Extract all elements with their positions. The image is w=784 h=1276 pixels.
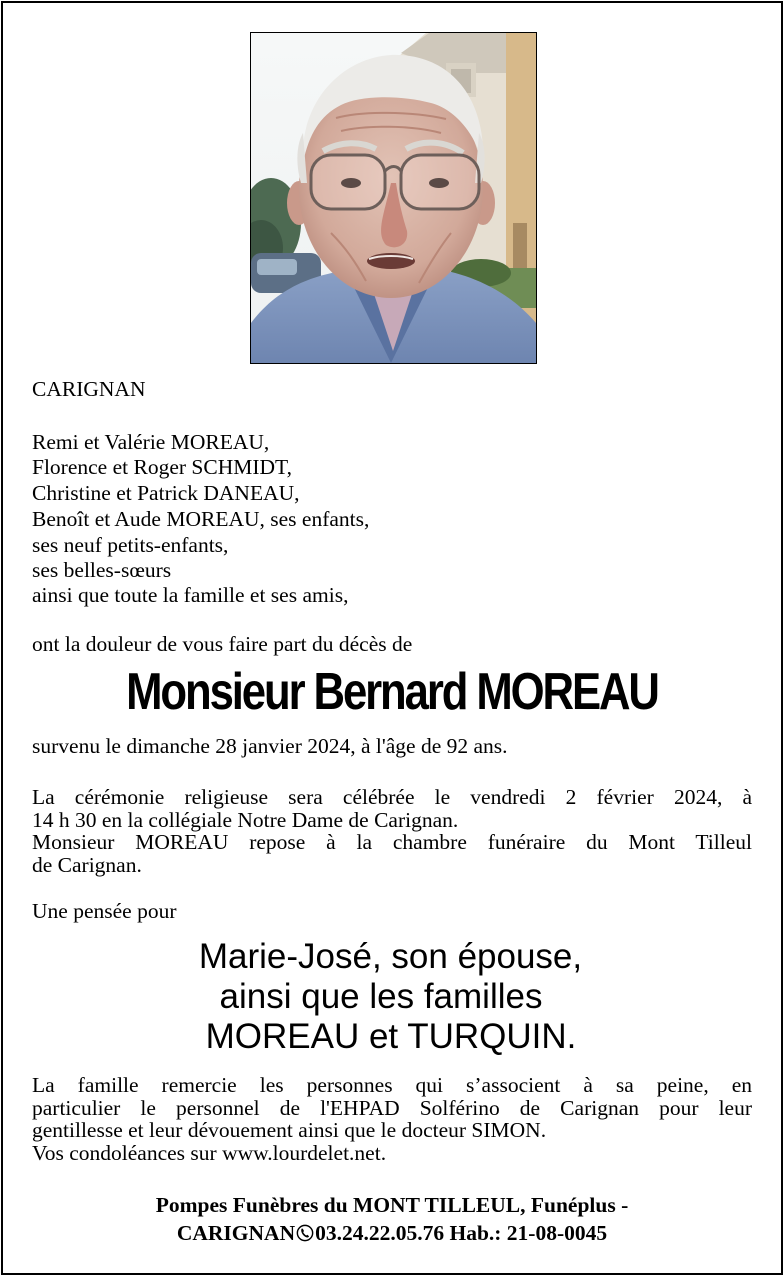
family-line: Remi et Valérie MOREAU,	[32, 430, 270, 454]
family-line: ses belles-sœurs	[32, 558, 172, 582]
thought-line: Marie-José, son épouse,	[198, 937, 583, 976]
family-line: Christine et Patrick DANEAU,	[32, 481, 300, 505]
family-line: Benoît et Aude MOREAU, ses enfants,	[32, 507, 370, 531]
death-date-text: survenu le dimanche 28 janvier 2024, à l'âge de 92 ans.	[32, 734, 508, 758]
family-line: Florence et Roger SCHMIDT,	[32, 455, 292, 479]
ceremony-line: La cérémonie religieuse sera célébrée le vendredi 2 février 2024, à	[32, 785, 752, 809]
footer-line-1: Pompes Funèbres du MONT TILLEUL, Funéplus -	[155, 1193, 629, 1217]
family-line: ses neuf petits-enfants,	[32, 533, 229, 557]
thanks-line: gentillesse et leur dévouement ainsi que le docteur SIMON.	[32, 1118, 547, 1142]
thanks-line: Vos condoléances sur www.lourdelet.net.	[32, 1140, 387, 1165]
ceremony-line: de Carignan.	[32, 852, 142, 877]
thought-line: ainsi que les familles	[219, 977, 543, 1016]
family-line: ainsi que toute la famille et ses amis,	[32, 583, 349, 607]
announcement-text: ont la douleur de vous faire part du décès de	[32, 632, 413, 656]
deceased-name: Monsieur Bernard MOREAU	[126, 663, 658, 721]
ceremony-line: 14 h 30 en la collégiale Notre Dame de Carignan.	[32, 807, 459, 832]
funeral-home-footer	[0, 1191, 784, 1247]
thought-names	[0, 937, 784, 1057]
thanks-line: La famille remercie les personnes qui s’associent à sa peine, en	[32, 1073, 752, 1097]
city-heading: CARIGNAN	[32, 377, 146, 401]
footer-phone-license: 03.24.22.05.76 Hab.: 21-08-0045	[315, 1221, 608, 1245]
thanks-line: particulier le personnel de l'EHPAD Solférino de Carignan pour leur	[32, 1095, 752, 1120]
thought-line: MOREAU et TURQUIN.	[205, 1017, 577, 1056]
footer-city: CARIGNAN	[176, 1221, 296, 1245]
ceremony-paragraph	[32, 786, 752, 876]
thought-intro: Une pensée pour	[32, 899, 177, 923]
portrait-photo-icon	[250, 32, 537, 364]
footer-line-2	[0, 1219, 784, 1247]
thanks-paragraph	[32, 1074, 752, 1164]
phone-icon	[296, 1224, 314, 1242]
ceremony-line: Monsieur MOREAU repose à la chambre funéraire du Mont Tilleul	[32, 830, 752, 854]
